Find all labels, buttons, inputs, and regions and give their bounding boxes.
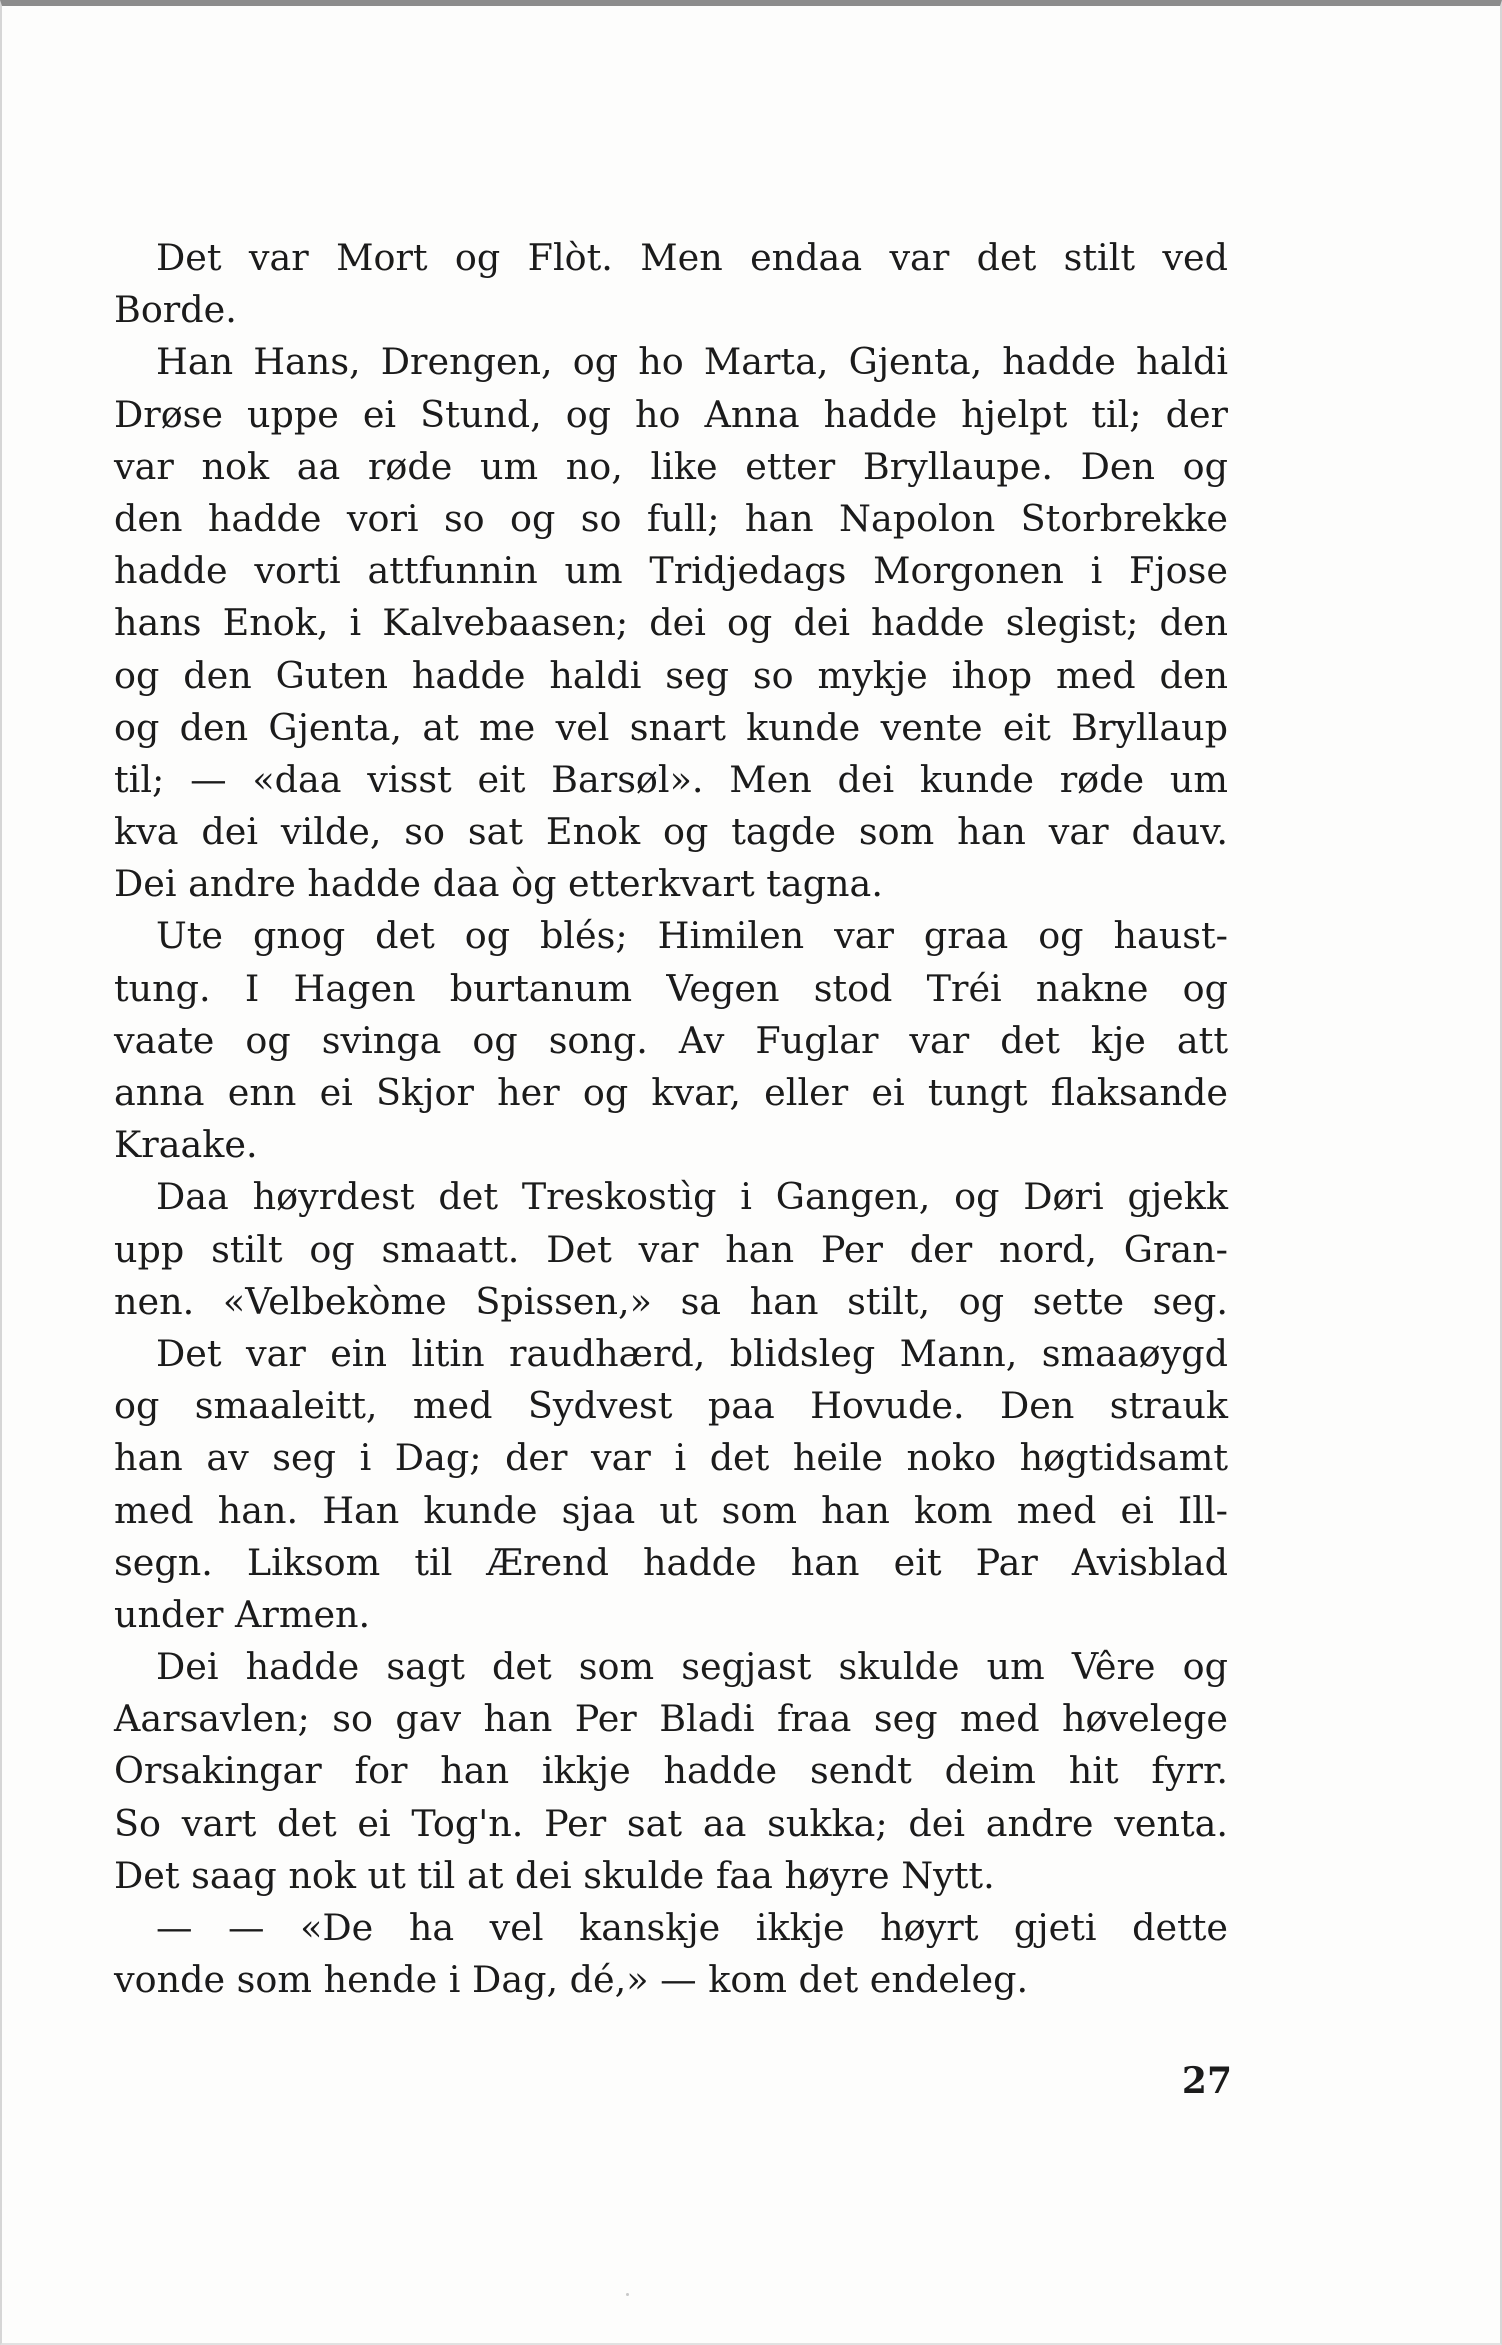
text-line: vonde som hende i Dag, dé,» — kom det endeleg. xyxy=(114,1958,1029,2002)
text-line: hans Enok, i Kalvebaasen; dei og dei hadde slegist; den xyxy=(114,601,1228,645)
text-line: Dei andre hadde daa òg etterkvart tagna. xyxy=(114,862,883,906)
text-line: Aarsavlen; so gav han Per Bladi fraa seg med høvelege xyxy=(114,1697,1228,1741)
text-line: den hadde vori so og so full; han Napolon Storbrekke xyxy=(114,496,1228,540)
text-line: hadde vorti attfunnin um Tridjedags Morgonen i Fjose xyxy=(114,549,1228,593)
body-text xyxy=(114,232,1228,2006)
text-line: Drøse uppe ei Stund, og ho Anna hadde hjelpt til; der xyxy=(114,392,1228,436)
page-number: 27 xyxy=(1181,2060,1232,2102)
text-line: upp stilt og smaatt. Det var han Per der nord, Gran- xyxy=(114,1227,1228,1271)
text-line: og den Guten hadde haldi seg so mykje ihop med den xyxy=(114,653,1228,697)
text-line: tung. I Hagen burtanum Vegen stod Tréi nakne og xyxy=(114,966,1228,1010)
text-line: segn. Liksom til Ærend hadde han eit Par Avisblad xyxy=(114,1540,1228,1584)
text-line: han av seg i Dag; der var i det heile noko høgtidsamt xyxy=(114,1436,1228,1480)
text-line: — — «De ha vel kanskje ikkje høyrt gjeti dette xyxy=(156,1906,1228,1949)
text-line: anna enn ei Skjor her og kvar, eller ei tungt flaksande xyxy=(114,1071,1228,1114)
text-line: kva dei vilde, so sat Enok og tagde som han var dauv. xyxy=(114,810,1228,854)
text-line: Ute gnog det og blés; Himilen var graa og haust- xyxy=(156,914,1228,958)
text-line: til; — «daa visst eit Barsøl». Men dei kunde røde um xyxy=(114,757,1228,801)
text-line: Han Hans, Drengen, og ho Marta, Gjenta, hadde haldi xyxy=(156,340,1228,384)
text-line: Borde. xyxy=(114,288,237,332)
text-line: og smaaleitt, med Sydvest paa Hovude. Den strauk xyxy=(114,1384,1228,1428)
text-line: Det var ein litin raudhærd, blidsleg Mann, smaaøygd xyxy=(156,1331,1228,1375)
text-line: Kraake. xyxy=(114,1123,258,1167)
text-line: og den Gjenta, at me vel snart kunde vente eit Bryllaup xyxy=(114,705,1228,749)
text-line: Orsakingar for han ikkje hadde sendt deim hit fyrr. xyxy=(114,1749,1228,1793)
text-line: So vart det ei Tog'n. Per sat aa sukka; dei andre venta. xyxy=(114,1801,1228,1845)
text-line: med han. Han kunde sjaa ut som han kom med ei Ill- xyxy=(114,1488,1228,1532)
text-line: Daa høyrdest det Treskostìg i Gangen, og Døri gjekk xyxy=(156,1175,1228,1219)
text-line: var nok aa røde um no, like etter Bryllaupe. Den og xyxy=(114,444,1228,488)
text-line: Det var Mort og Flòt. Men endaa var det stilt ved xyxy=(156,236,1228,279)
text-line: Det saag nok ut til at dei skulde faa høyre Nytt. xyxy=(114,1853,995,1897)
text-line: nen. «Velbekòme Spissen,» sa han stilt, og sette seg. xyxy=(114,1279,1228,1323)
text-line: under Armen. xyxy=(114,1592,371,1636)
text-line: Dei hadde sagt det som segjast skulde um Vêre og xyxy=(156,1645,1228,1689)
paper-speck xyxy=(626,2293,629,2296)
text-line: vaate og svinga og song. Av Fuglar var det kje att xyxy=(114,1018,1228,1062)
